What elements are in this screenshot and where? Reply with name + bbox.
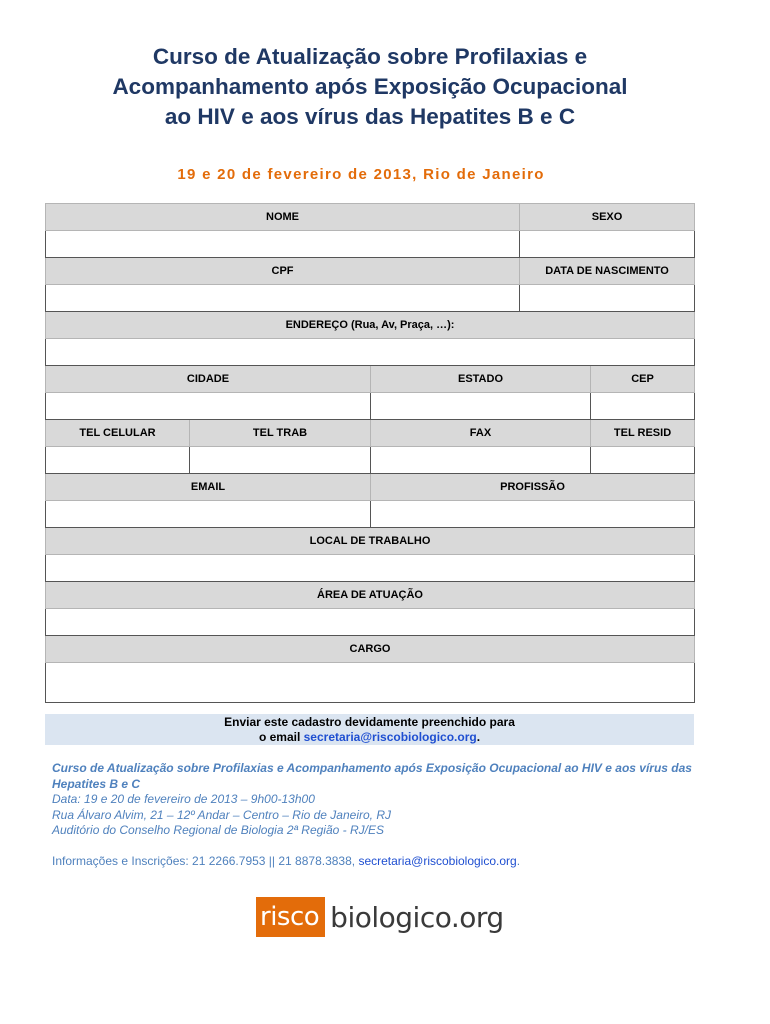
label-tel-celular: TEL CELULAR	[46, 420, 190, 447]
label-nome: NOME	[46, 204, 520, 231]
label-local-trabalho: LOCAL DE TRABALHO	[46, 528, 695, 555]
contact-email-link[interactable]: secretaria@riscobiologico.org	[358, 853, 517, 868]
label-area-atuacao: ÁREA DE ATUAÇÃO	[46, 582, 695, 609]
area-atuacao-field[interactable]	[46, 609, 695, 636]
send-email-link[interactable]: secretaria@riscobiologico.org	[303, 730, 477, 744]
label-cidade: CIDADE	[46, 366, 371, 393]
event-date-subtitle: 19 e 20 de fevereiro de 2013, Rio de Janeiro	[177, 166, 545, 183]
contact-prefix: Informações e Inscrições: 21 2266.7953 || 21 8878.3838,	[52, 853, 359, 868]
title-line-3: ao HIV e aos vírus das Hepatites B e C	[164, 104, 576, 129]
send-prefix: o email	[258, 730, 304, 744]
sexo-field[interactable]	[520, 231, 695, 258]
cargo-field[interactable]	[46, 663, 695, 703]
title-line-2: Acompanhamento após Exposição Ocupacional	[112, 74, 628, 99]
label-data-nascimento: DATA DE NASCIMENTO	[520, 258, 695, 285]
estado-field[interactable]	[371, 393, 591, 420]
tel-trab-field[interactable]	[190, 447, 371, 474]
send-line-1: Enviar este cadastro devidamente preenchido para	[224, 715, 515, 729]
send-suffix: .	[476, 730, 481, 744]
riscobiologico-logo	[256, 897, 504, 937]
label-sexo: SEXO	[520, 204, 695, 231]
label-tel-trab: TEL TRAB	[190, 420, 371, 447]
label-email: EMAIL	[46, 474, 371, 501]
label-cargo: CARGO	[46, 636, 695, 663]
event-info	[52, 761, 702, 869]
info-venue: Auditório do Conselho Regional de Biologia 2ª Região - RJ/ES	[52, 823, 384, 837]
cpf-field[interactable]	[46, 285, 520, 312]
nome-field[interactable]	[46, 231, 520, 258]
send-line-2	[45, 730, 694, 745]
label-cpf: CPF	[46, 258, 520, 285]
logo-tld: .org	[450, 900, 504, 934]
send-instructions	[45, 714, 694, 745]
cep-field[interactable]	[591, 393, 695, 420]
info-address: Rua Álvaro Alvim, 21 – 12º Andar – Centro – Rio de Janeiro, RJ	[52, 807, 391, 822]
label-profissao: PROFISSÃO	[371, 474, 695, 501]
fax-field[interactable]	[371, 447, 591, 474]
label-estado: ESTADO	[371, 366, 591, 393]
label-fax: FAX	[371, 420, 591, 447]
label-endereco: ENDEREÇO (Rua, Av, Praça, …):	[46, 312, 695, 339]
label-tel-resid: TEL RESID	[591, 420, 695, 447]
data-nascimento-field[interactable]	[520, 285, 695, 312]
contact-suffix: .	[516, 853, 521, 868]
local-trabalho-field[interactable]	[46, 555, 695, 582]
email-field[interactable]	[46, 501, 371, 528]
logo-word-text: biologico	[330, 900, 451, 934]
logo-word	[330, 901, 504, 934]
logo-box-text: risco	[256, 897, 325, 937]
endereco-field[interactable]	[46, 339, 695, 366]
info-date: Data: 19 e 20 de fevereiro de 2013 – 9h00-13h00	[52, 792, 315, 806]
cidade-field[interactable]	[46, 393, 371, 420]
profissao-field[interactable]	[371, 501, 695, 528]
info-contact	[52, 854, 702, 870]
info-course: Curso de Atualização sobre Profilaxias e Acompanhamento após Exposição Ocupacional ao HIV e aos vírus das Hepatites B e C	[52, 761, 692, 791]
page-title	[0, 42, 740, 132]
label-cep: CEP	[591, 366, 695, 393]
title-line-1: Curso de Atualização sobre Profilaxias e	[152, 44, 588, 69]
registration-form	[45, 203, 695, 703]
tel-resid-field[interactable]	[591, 447, 695, 474]
tel-celular-field[interactable]	[46, 447, 190, 474]
